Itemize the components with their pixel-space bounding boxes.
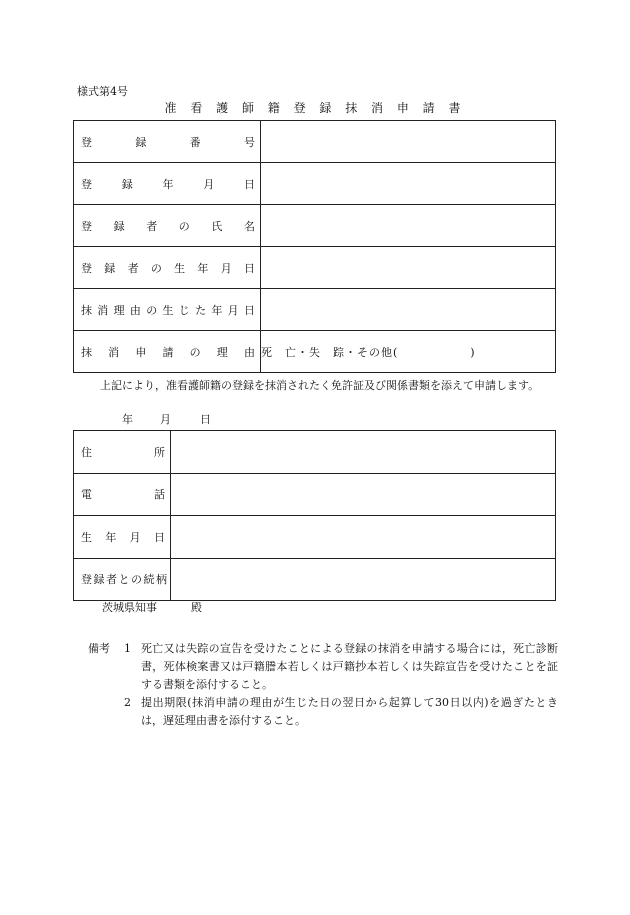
registration-number-row [74,121,556,163]
cancellation-reason-date-label [74,289,261,331]
label-char: 所 [154,445,165,459]
phone-field[interactable] [171,473,556,516]
cancellation-reason-date-row [74,289,556,331]
label-char: 番 [189,135,201,149]
label-char: 録 [93,573,105,587]
note-text: 死亡又は失踪の宣告を受けたことによる登録の抹消を申請する場合には，死亡診断書，死体検案書又は戸籍謄本若しくは戸籍抄本若しくは失踪宣告を受けたことを証する書類を添付すること。 [141,642,558,691]
label-char: 月 [203,177,215,191]
label-char: 登 [81,135,92,149]
label-char: じ [178,303,190,317]
relationship-label [74,558,171,601]
label-char: 日 [243,261,255,275]
registration-date-label-text [74,176,260,192]
label-char: 生 [162,303,174,317]
label-char: 話 [154,488,165,502]
notes-section [88,640,558,730]
label-char: 年 [162,177,174,191]
label-char: 続 [143,573,155,587]
phone-label-text [74,486,170,502]
phone-label [74,473,171,516]
registration-table [73,120,556,373]
label-char: 月 [129,530,141,544]
label-char: 住 [81,445,92,459]
label-char: 日 [153,530,165,544]
applicant-birthdate-row [74,516,556,559]
applicant-birthdate-label [74,516,171,559]
registration-number-field[interactable] [261,121,556,163]
label-char: 生 [81,530,92,544]
note-number: 1 [124,642,131,655]
address-label [74,431,171,474]
form-title: 准 看 護 師 籍 登 録 抹 消 申 請 書 [164,101,466,115]
registrant-birthdate-field[interactable] [261,247,556,289]
label-char: 請 [162,345,174,359]
label-char: 氏 [211,219,223,233]
label-char: 消 [108,345,120,359]
label-char: 名 [243,219,255,233]
label-char: 者 [106,573,117,587]
label-char: 年 [197,261,209,275]
registrant-birthdate-label-text [74,260,260,276]
label-char: 日 [243,303,255,317]
label-char: 抹 [81,303,92,317]
label-char: 柄 [156,573,167,587]
date-day-label: 日 [200,413,211,426]
label-char: の [178,219,190,233]
addressee-name: 茨城県知事 [102,601,157,614]
label-char: 消 [97,303,109,317]
cancellation-reason-label-text [74,344,260,360]
relationship-row [74,558,556,601]
form-number: 様式第4号 [77,85,128,98]
relationship-field[interactable] [171,558,556,601]
date-year-label: 年 [122,413,133,426]
applicant-birthdate-field[interactable] [171,516,556,559]
address-row [74,431,556,474]
label-char: 理 [216,345,228,359]
label-char: 者 [146,219,158,233]
application-date [122,413,211,427]
label-char: 由 [129,303,141,317]
application-statement: 上記により，准看護師籍の登録を抹消されたく免許証及び関係書類を添えて申請します。 [100,379,540,392]
registrant-name-label [74,205,261,247]
addressee [102,601,202,615]
applicant-birthdate-label-text [74,529,170,545]
label-char: 由 [243,345,255,359]
label-char: た [195,303,207,317]
label-char: 号 [243,135,255,149]
label-char: 月 [220,261,232,275]
date-month-label: 月 [160,413,171,426]
label-char: 登 [81,177,92,191]
label-char: 録 [121,177,133,191]
label-char: 者 [127,261,139,275]
relationship-label-text [74,571,170,587]
cancellation-reason-field[interactable]: 死 亡・失 踪・その他( ) [261,331,556,373]
phone-row [74,473,556,516]
label-char: 日 [244,177,255,191]
label-char: 理 [113,303,125,317]
cancellation-reason-date-field[interactable] [261,289,556,331]
label-char: の [131,573,142,587]
label-char: の [150,261,162,275]
registration-number-label-text [74,134,260,150]
label-char: の [146,303,158,317]
registrant-name-label-text [74,218,260,234]
notes-heading: 備考 [88,642,110,655]
registration-date-label [74,163,261,205]
registration-date-row [74,163,556,205]
note-item [88,640,558,694]
note-item [88,694,558,730]
label-char: 登 [81,219,92,233]
registration-date-field[interactable] [261,163,556,205]
registrant-name-field[interactable] [261,205,556,247]
label-char: と [118,573,130,587]
label-char: 録 [135,135,147,149]
note-number: 2 [124,696,131,709]
note-text: 提出期限(抹消申請の理由が生じた日の翌日から起算して30日以内)を過ぎたときは，遅延理由書を添付すること。 [141,696,558,727]
label-char: 生 [174,261,186,275]
label-char: 年 [211,303,223,317]
label-char: 申 [135,345,147,359]
registration-number-label [74,121,261,163]
address-label-text [74,444,170,460]
cancellation-reason-date-label-text [74,302,260,318]
label-char: 電 [81,488,92,502]
label-char: 登 [81,261,92,275]
addressee-honorific: 殿 [191,601,202,614]
label-char: 年 [105,530,117,544]
label-char: の [189,345,201,359]
address-field[interactable] [171,431,556,474]
label-char: 登 [81,573,92,587]
label-char: 録 [104,261,116,275]
registrant-name-row [74,205,556,247]
applicant-table [73,430,556,601]
label-char: 抹 [81,345,92,359]
cancellation-reason-label [74,331,261,373]
registrant-birthdate-row [74,247,556,289]
registrant-birthdate-label [74,247,261,289]
label-char: 録 [113,219,125,233]
label-char: 月 [227,303,239,317]
cancellation-reason-row [74,331,556,373]
